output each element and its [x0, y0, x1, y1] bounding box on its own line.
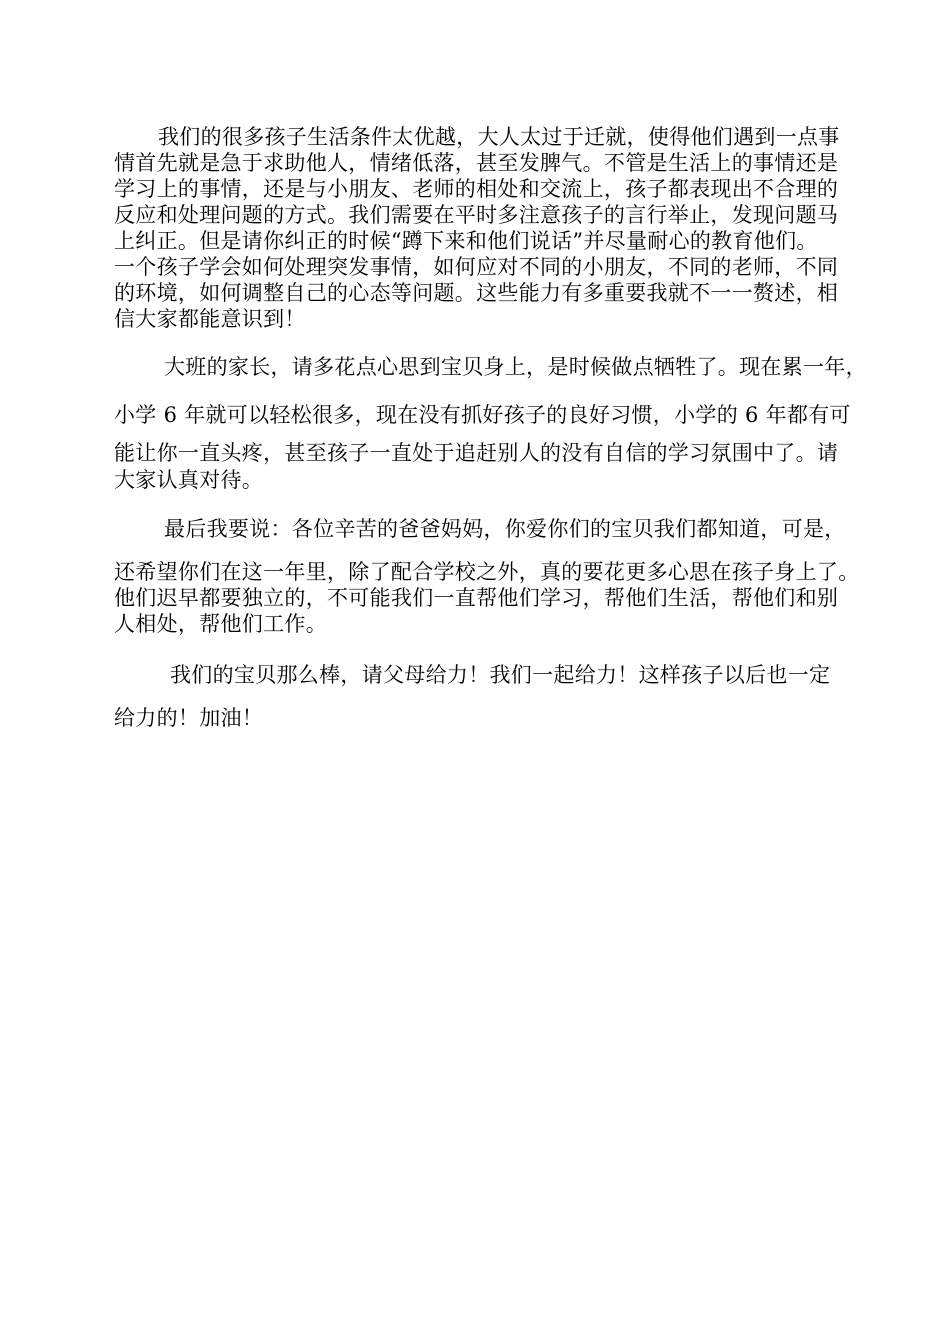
text-line: 我们的宝贝那么棒，请父母给力！我们一起给力！这样孩子以后也一定 — [170, 663, 831, 687]
text-line: 情首先就是急于求助他人，情绪低落，甚至发脾气。不管是生活上的事情还是 — [114, 151, 839, 175]
text-line: 给力的！加油！ — [114, 706, 264, 730]
text-line: 信大家都能意识到！ — [114, 307, 306, 331]
text-line: 反应和处理问题的方式。我们需要在平时多注意孩子的言行举止，发现问题马 — [114, 203, 839, 227]
text-line: 大家认真对待。 — [114, 468, 264, 492]
text-line: 小学 6 年就可以轻松很多，现在没有抓好孩子的良好习惯，小学的 6 年都有可 — [114, 403, 851, 427]
text-line: 上纠正。但是请你纠正的时候“蹲下来和他们说话”并尽量耐心的教育他们。 — [114, 229, 818, 253]
text-line: 我们的很多孩子生活条件太优越，大人太过于迁就，使得他们遇到一点事 — [158, 125, 840, 149]
text-line: 最后我要说：各位辛苦的爸爸妈妈，你爱你们的宝贝我们都知道，可是， — [164, 517, 846, 541]
text-line: 还希望你们在这一年里，除了配合学校之外，真的要花更多心思在孩子身上了。 — [114, 560, 860, 584]
text-line: 人相处，帮他们工作。 — [114, 612, 327, 636]
text-line: 能让你一直头疼，甚至孩子一直处于追赶别人的没有自信的学习氛围中了。请 — [114, 441, 839, 465]
text-line: 他们迟早都要独立的，不可能我们一直帮他们学习，帮他们生活，帮他们和别 — [114, 586, 839, 610]
text-line: 的环境，如何调整自己的心态等问题。这些能力有多重要我就不一一赘述，相 — [114, 281, 839, 305]
text-line: 学习上的事情，还是与小朋友、老师的相处和交流上，孩子都表现出不合理的 — [114, 177, 839, 201]
text-line: 一个孩子学会如何处理突发事情，如何应对不同的小朋友，不同的老师，不同 — [114, 255, 839, 279]
text-line: 大班的家长，请多花点心思到宝贝身上，是时候做点牺牲了。现在累一年， — [164, 355, 867, 379]
